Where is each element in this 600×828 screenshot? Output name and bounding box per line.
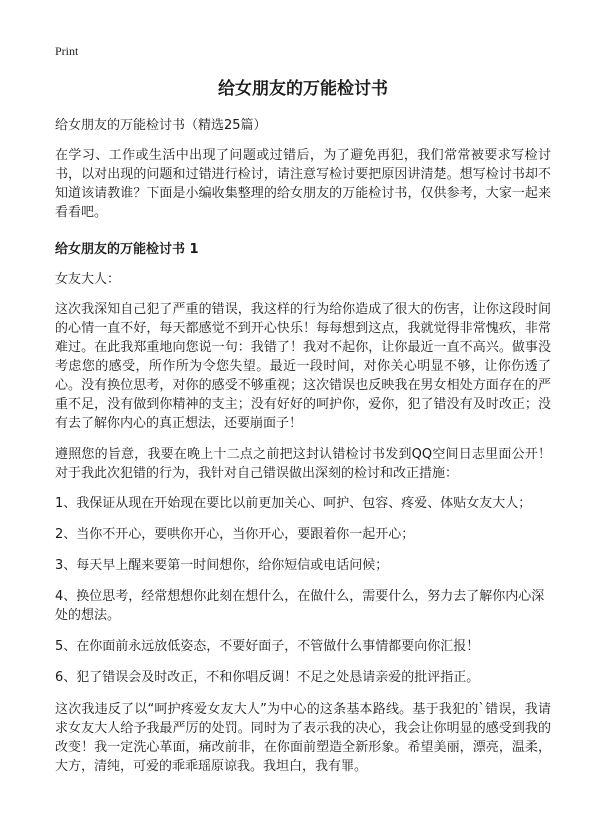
document-body bbox=[55, 76, 551, 776]
section-heading: 给女朋友的万能检讨书 1 bbox=[55, 242, 199, 257]
list-item: 4、换位思考，经常想想你此刻在想什么，在做什么，需要什么，努力去了解你内心深处的想法。 bbox=[55, 589, 545, 623]
body-paragraph: 这次我违反了以“呵护疼爱女友大人”为中心的这条基本路线。基于我犯的`错误，我请求女友大人给予我最严厉的处罚。同时为了表示我的决心，我会让你明显的感受到我的改变！我一定洗心革面，痛改前非，在你面前塑造全新形象。希望美丽，漂亮，温柔，大方，清纯，可爱的乖乖瑶原谅我。我坦白，我有罪。 bbox=[55, 702, 551, 774]
list-item: 6、犯了错误会及时改正，不和你唱反调！不足之处恳请亲爱的批评指正。 bbox=[55, 670, 480, 685]
body-paragraph: 遵照您的旨意，我要在晚上十二点之前把这封认错检讨书发到QQ空间日志里面公开！对于我此次犯错的行为，我针对自己错误做出深刻的检讨和改正措施： bbox=[55, 447, 551, 481]
print-link[interactable]: Print bbox=[55, 44, 79, 58]
list-item: 5、在你面前永远放低姿态，不要好面子，不管做什么事情都要向你汇报！ bbox=[55, 639, 480, 654]
pledge-list bbox=[55, 494, 551, 687]
list-item: 3、每天早上醒来要第一时间想你，给你短信或电话问候； bbox=[55, 558, 389, 573]
list-item: 1、我保证从现在开始现在要比以前更加关心、呵护、包容、疼爱、体贴女友大人； bbox=[55, 496, 532, 511]
document-subtitle: 给女朋友的万能检讨书（精选25篇） bbox=[55, 118, 267, 133]
page-title: 给女朋友的万能检讨书 bbox=[218, 79, 388, 99]
greeting: 女友大人： bbox=[55, 272, 121, 287]
body-paragraph: 这次我深知自己犯了严重的错误，我这样的行为给你造成了很大的伤害，让你这段时间的心情一直不好，每天都感觉不到开心快乐！每每想到这点，我就觉得非常愧疚，非常难过。在此我郑重地向您说一句：我错了！我对不起你，让你最近一直不高兴。做事没考虑您的感受，所作所为令您失望。最近一段时间，对你关心明显不够，让你伤透了心。没有换位思考，对你的感受不够重视；这次错误也反映我在男女相处方面存在的严重不足，没有做到你精神的支主；没有好好的呵护你，爱你，犯了错没有及时改正；没有去了解你内心的真正想法，还要崩面子！ bbox=[55, 302, 551, 431]
intro-paragraph: 在学习、工作或生活中出现了问题或过错后，为了避免再犯，我们常常被要求写检讨书，以对出现的问题和过错进行检讨，请注意写检讨要把原因讲清楚。想写检讨书却不知道该请教谁？下面是小编收集整理的给女朋友的万能检讨书，仅供参考，大家一起来看看吧。 bbox=[55, 148, 551, 220]
list-item: 2、当你不开心，要哄你开心，当你开心，要跟着你一起开心； bbox=[55, 527, 415, 542]
